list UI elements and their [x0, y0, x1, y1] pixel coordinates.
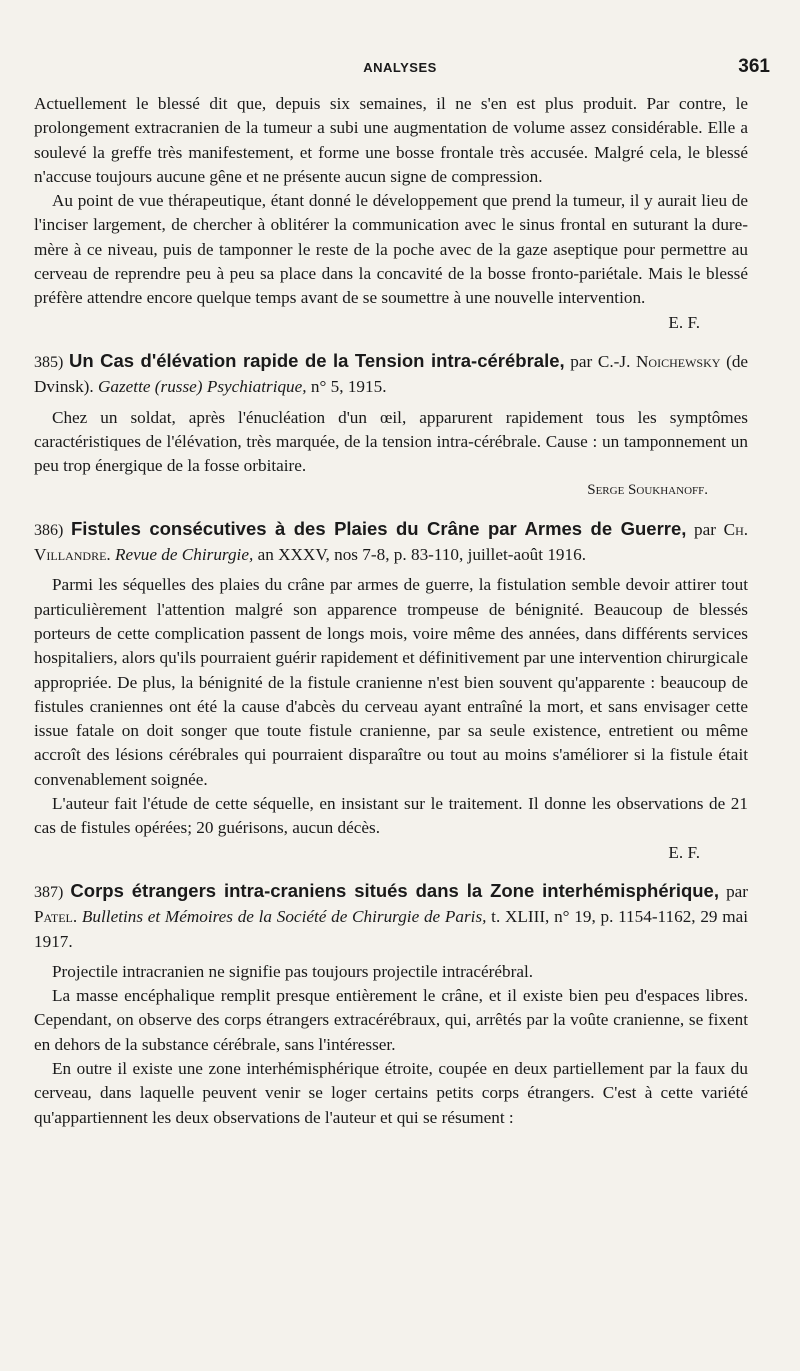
article-number: 387)	[34, 883, 64, 901]
running-head	[30, 56, 770, 80]
page-number: 361	[738, 56, 770, 77]
article-number: 386)	[34, 521, 64, 539]
by-label: par	[726, 881, 749, 901]
page-body	[34, 92, 748, 1130]
article-reference: an XXXV, nos 7-8, p. 83-110, juillet-août 1916.	[257, 545, 587, 565]
by-label: par	[570, 351, 593, 371]
article-reference: n° 5, 1915.	[310, 377, 387, 397]
paragraph: En outre il existe une zone interhémisphérique étroite, coupée en deux partiellement par la faux du cerveau, dans laquelle peuvent venir se loger certains petits corps étrangers. C'est à cette variété qu'appartiennent les deux observations de l'auteur et qui se résument :	[34, 1058, 748, 1127]
article-title: Un Cas d'élévation rapide de la Tension intra-cérébrale,	[68, 349, 565, 371]
running-title: ANALYSES	[363, 60, 437, 75]
paragraph: Actuellement le blessé dit que, depuis six semaines, il ne s'en est plus produit. Par contre, le prolongement extracranien de la tumeur a subi une augmentation de volume assez considérable. Elle a soulevé la greffe très manifestement, et forme une bosse frontale très accusée. Malgré cela, le blessé n'accuse toujours aucune gêne et ne présente aucun signe de compression.	[34, 94, 748, 186]
author-place: (de Dvinsk).	[34, 351, 749, 397]
signature: Serge Soukhanoff.	[587, 482, 708, 499]
article-reference: t. XLIII, n° 19, p. 1154-1162, 29 mai 1917.	[34, 907, 749, 951]
article-author: Ch. Villandre.	[34, 519, 749, 565]
by-label: par	[694, 519, 716, 539]
article-386	[34, 517, 748, 865]
paragraph: Parmi les séquelles des plaies du crâne par armes de guerre, la fistulation semble devoir attirer tout particulièrement l'attention malgré son apparence trompeuse de bénignité. Beaucoup de blessés porteurs de cette complication passent de longs mois, voire même des années, dans différents services hospitaliers, alors qu'ils pourraient guérir rapidement et définitivement par une intervention chirurgicale appropriée. De plus, la bénignité de la fistule cranienne n'est bien souvent qu'apparente : beaucoup de fistules craniennes ont été la cause d'abcès du cerveau ayant entraîné la mort, et sans envisager cette issue fatale on doit songer que toute fistule cranienne, par sa seule existence, entretient ou même accroît des lésions cérébrales qui pourraient disparaître ou tout au moins s'améliorer si la fistule était convenablement soignée.	[34, 575, 748, 789]
article-source: Revue de Chirurgie,	[115, 545, 254, 565]
paragraph: Projectile intracranien ne signifie pas toujours projectile intracérébral.	[52, 961, 534, 981]
paragraph: La masse encéphalique remplit presque entièrement le crâne, et il existe bien peu d'espaces libres. Cependant, on observe des corps étrangers extracérébraux, qui, arrêtés par la voûte cranienne, se fixent en dehors de la substance cérébrale, sans l'intéresser.	[34, 986, 748, 1054]
article-heading	[34, 517, 748, 568]
article-heading	[34, 879, 748, 954]
article-heading	[34, 349, 748, 400]
signature: E. F.	[668, 312, 700, 332]
paragraph: L'auteur fait l'étude de cette séquelle, en insistant sur le traitement. Il donne les observations de 21 cas de fistules opérées; 20 guérisons, aucun décès.	[34, 794, 748, 838]
paragraph: Chez un soldat, après l'énucléation d'un œil, apparurent rapidement tous les symptômes caractéristiques de l'élévation, très marquée, de la tension intra-cérébrale. Cause : un tamponnement un peu trop énergique de la fosse orbitaire.	[34, 407, 748, 476]
article-387	[34, 879, 748, 1130]
article-title: Fistules consécutives à des Plaies du Crâne par Armes de Guerre,	[70, 517, 687, 539]
article-source: Gazette (russe) Psychiatrique,	[97, 377, 307, 397]
article-source: Bulletins et Mémoires de la Société de Chirurgie de Paris,	[81, 907, 487, 927]
signature: E. F.	[668, 842, 700, 862]
article-385	[34, 349, 748, 503]
article-author: Patel.	[34, 907, 78, 927]
article-author: C.-J. Noichewsky	[597, 351, 721, 371]
article-number: 385)	[34, 353, 64, 371]
paragraph: Au point de vue thérapeutique, étant donné le développement que prend la tumeur, il y aurait lieu de l'inciser largement, de chercher à oblitérer la communication avec le sinus frontal en suturant la dure-mère à ce niveau, puis de tamponner le reste de la poche avec de la gaze aseptique pour permettre au cerveau de reprendre peu à peu sa place dans la concavité de la bosse fronto-pariétale. Mais le blessé préfère attendre encore quelque temps avant de se soumettre à une nouvelle intervention.	[34, 191, 748, 308]
article-title: Corps étrangers intra-craniens situés dans la Zone interhémisphérique,	[70, 879, 719, 901]
